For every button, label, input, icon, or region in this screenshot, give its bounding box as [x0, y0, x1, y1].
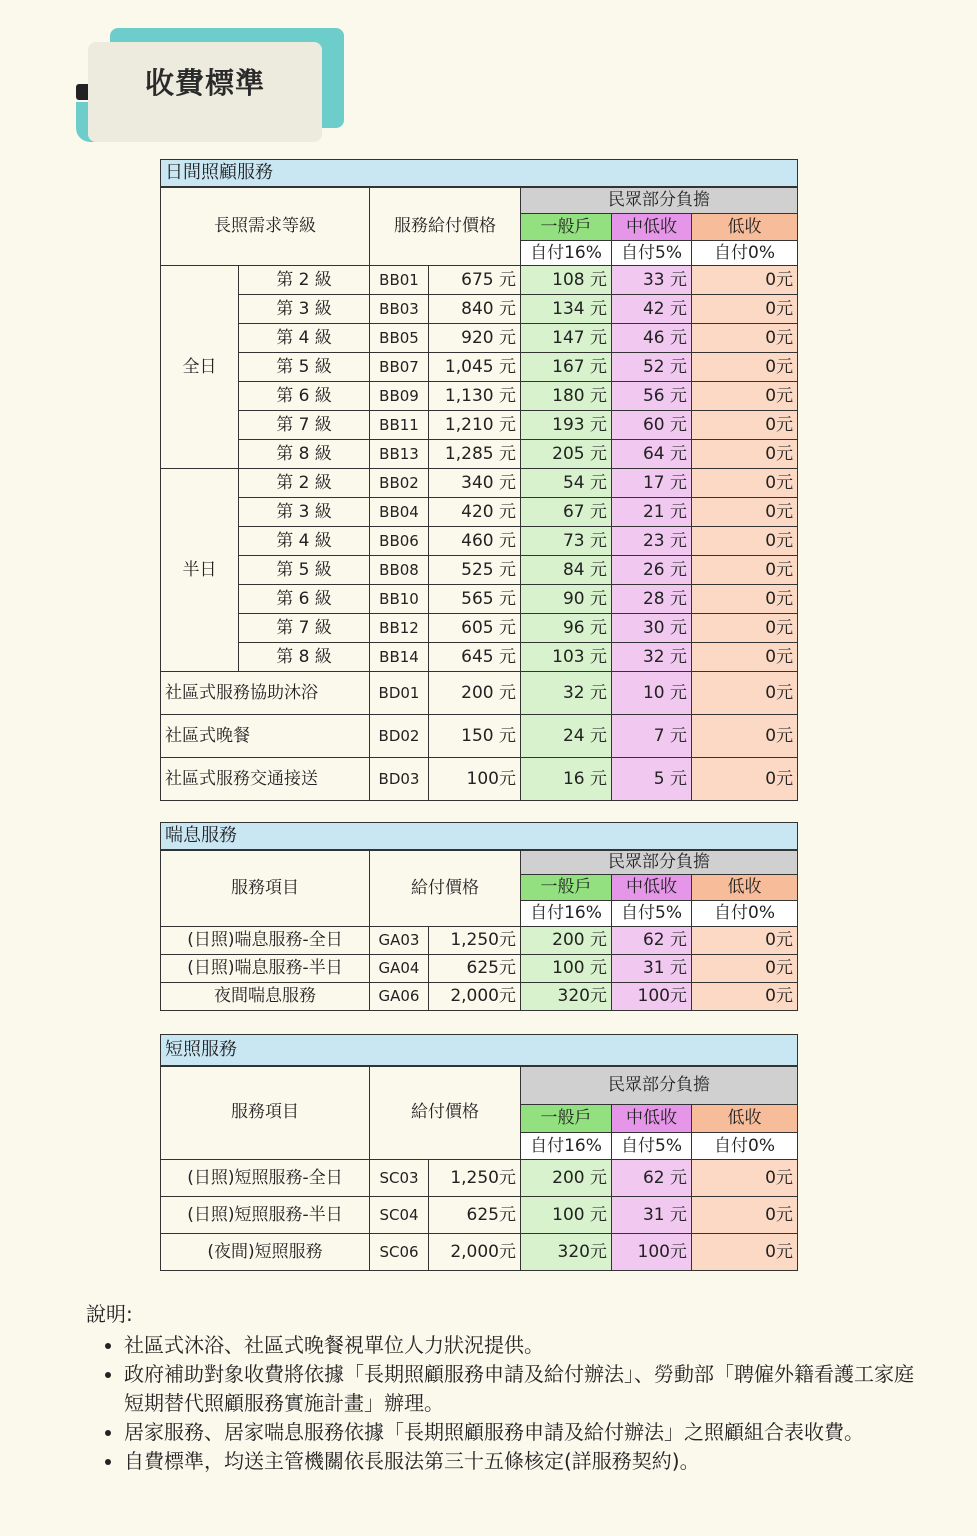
table-row — [161, 672, 798, 715]
general-header: 一般戶 — [521, 1105, 612, 1133]
table-row — [161, 715, 798, 758]
service-code-cell: GA06 — [370, 983, 429, 1011]
general-copay-cell: 73 元 — [521, 527, 612, 556]
note-item: • 居家服務、居家喘息服務依據「長期照顧服務申請及給付辦法」之照顧組合表收費。 — [124, 1418, 926, 1447]
general-copay-cell: 100 元 — [521, 955, 612, 983]
midlow-copay-cell: 5 元 — [612, 758, 692, 801]
service-name-cell: (夜間)短照服務 — [161, 1234, 370, 1271]
low-copay-cell: 0元 — [692, 1160, 798, 1197]
level-cell: 第 5 級 — [239, 556, 370, 585]
table-row — [161, 955, 798, 983]
col-header-price: 服務給付價格 — [370, 187, 521, 266]
low-copay-cell: 0元 — [692, 498, 798, 527]
level-cell: 第 4 級 — [239, 527, 370, 556]
burden-header: 民眾部分負擔 — [521, 187, 798, 214]
midlow-copay-cell: 100元 — [612, 1234, 692, 1271]
service-code-cell: SC04 — [370, 1197, 429, 1234]
price-cell: 1,250元 — [429, 1160, 521, 1197]
midlow-copay-cell: 28 元 — [612, 585, 692, 614]
low-copay-cell: 0元 — [692, 527, 798, 556]
service-code-cell: BB09 — [370, 382, 429, 411]
price-cell: 605 元 — [429, 614, 521, 643]
price-cell: 100元 — [429, 758, 521, 801]
midlow-pct: 自付5% — [612, 1133, 692, 1160]
service-code-cell: BB01 — [370, 266, 429, 295]
table-row — [161, 324, 798, 353]
service-code-cell: BB12 — [370, 614, 429, 643]
midlow-copay-cell: 32 元 — [612, 643, 692, 672]
midlow-copay-cell: 23 元 — [612, 527, 692, 556]
low-copay-cell: 0元 — [692, 1234, 798, 1271]
low-copay-cell: 0元 — [692, 1197, 798, 1234]
col-header-item: 服務項目 — [161, 1066, 370, 1160]
general-pct: 自付16% — [521, 1133, 612, 1160]
service-code-cell: BB02 — [370, 469, 429, 498]
midlow-copay-cell: 64 元 — [612, 440, 692, 469]
general-pct: 自付16% — [521, 241, 612, 266]
level-cell: 第 2 級 — [239, 469, 370, 498]
service-code-cell: GA03 — [370, 927, 429, 955]
note-item: • 社區式沐浴、社區式晚餐視單位人力狀況提供。 — [124, 1331, 926, 1360]
level-cell: 第 3 級 — [239, 498, 370, 527]
low-copay-cell: 0元 — [692, 927, 798, 955]
burden-header: 民眾部分負擔 — [521, 850, 798, 875]
low-copay-cell: 0元 — [692, 643, 798, 672]
price-cell: 625元 — [429, 1197, 521, 1234]
service-code-cell: BB11 — [370, 411, 429, 440]
table-row — [161, 983, 798, 1011]
general-copay-cell: 320元 — [521, 1234, 612, 1271]
table-row — [161, 927, 798, 955]
midlow-copay-cell: 33 元 — [612, 266, 692, 295]
low-copay-cell: 0元 — [692, 614, 798, 643]
service-name-cell: 社區式服務交通接送 — [161, 758, 370, 801]
midlow-copay-cell: 7 元 — [612, 715, 692, 758]
general-copay-cell: 103 元 — [521, 643, 612, 672]
general-header: 一般戶 — [521, 875, 612, 901]
col-header-price: 給付價格 — [370, 1066, 521, 1160]
general-copay-cell: 180 元 — [521, 382, 612, 411]
midlow-pct: 自付5% — [612, 241, 692, 266]
notes-section — [86, 1300, 926, 1476]
table-row — [161, 498, 798, 527]
midlow-copay-cell: 100元 — [612, 983, 692, 1011]
level-cell: 第 6 級 — [239, 382, 370, 411]
general-copay-cell: 16 元 — [521, 758, 612, 801]
col-header-price: 給付價格 — [370, 850, 521, 927]
midlow-header: 中低收 — [612, 214, 692, 241]
table-row — [161, 469, 798, 498]
col-header-level: 長照需求等級 — [161, 187, 370, 266]
col-header-item: 服務項目 — [161, 850, 370, 927]
general-copay-cell: 84 元 — [521, 556, 612, 585]
table-row — [161, 411, 798, 440]
service-code-cell: BB06 — [370, 527, 429, 556]
midlow-copay-cell: 30 元 — [612, 614, 692, 643]
general-copay-cell: 96 元 — [521, 614, 612, 643]
service-code-cell: BD02 — [370, 715, 429, 758]
price-cell: 150 元 — [429, 715, 521, 758]
low-copay-cell: 0元 — [692, 411, 798, 440]
table-row — [161, 1234, 798, 1271]
level-cell: 第 2 級 — [239, 266, 370, 295]
low-pct: 自付0% — [692, 901, 798, 927]
price-cell: 460 元 — [429, 527, 521, 556]
service-code-cell: BB07 — [370, 353, 429, 382]
low-copay-cell: 0元 — [692, 382, 798, 411]
level-cell: 第 5 級 — [239, 353, 370, 382]
level-cell: 第 4 級 — [239, 324, 370, 353]
service-name-cell: 夜間喘息服務 — [161, 983, 370, 1011]
table-row — [161, 1197, 798, 1234]
service-name-cell: (日照)喘息服務-全日 — [161, 927, 370, 955]
notes-list — [86, 1331, 926, 1476]
midlow-header: 中低收 — [612, 1105, 692, 1133]
table-row — [161, 556, 798, 585]
general-header: 一般戶 — [521, 214, 612, 241]
service-code-cell: BB08 — [370, 556, 429, 585]
service-code-cell: BD01 — [370, 672, 429, 715]
service-code-cell: SC06 — [370, 1234, 429, 1271]
page-title-badge — [76, 28, 344, 144]
low-pct: 自付0% — [692, 1133, 798, 1160]
midlow-copay-cell: 46 元 — [612, 324, 692, 353]
service-name-cell: (日照)喘息服務-半日 — [161, 955, 370, 983]
price-cell: 1,045 元 — [429, 353, 521, 382]
general-copay-cell: 134 元 — [521, 295, 612, 324]
low-copay-cell: 0元 — [692, 440, 798, 469]
price-cell: 840 元 — [429, 295, 521, 324]
price-cell: 1,285 元 — [429, 440, 521, 469]
price-cell: 565 元 — [429, 585, 521, 614]
low-copay-cell: 0元 — [692, 324, 798, 353]
price-cell: 340 元 — [429, 469, 521, 498]
midlow-copay-cell: 10 元 — [612, 672, 692, 715]
general-copay-cell: 32 元 — [521, 672, 612, 715]
price-cell: 2,000元 — [429, 983, 521, 1011]
level-cell: 第 8 級 — [239, 440, 370, 469]
price-cell: 675 元 — [429, 266, 521, 295]
service-code-cell: BB14 — [370, 643, 429, 672]
table-row — [161, 614, 798, 643]
low-copay-cell: 0元 — [692, 955, 798, 983]
low-copay-cell: 0元 — [692, 983, 798, 1011]
price-cell: 200 元 — [429, 672, 521, 715]
midlow-copay-cell: 56 元 — [612, 382, 692, 411]
general-copay-cell: 108 元 — [521, 266, 612, 295]
midlow-copay-cell: 42 元 — [612, 295, 692, 324]
low-copay-cell: 0元 — [692, 758, 798, 801]
general-copay-cell: 54 元 — [521, 469, 612, 498]
price-cell: 920 元 — [429, 324, 521, 353]
general-copay-cell: 24 元 — [521, 715, 612, 758]
general-copay-cell: 67 元 — [521, 498, 612, 527]
table-row — [161, 382, 798, 411]
table-row — [161, 266, 798, 295]
note-item: • 政府補助對象收費將依據「長期照顧服務申請及給付辦法」、勞動部「聘僱外籍看護工家庭短期替代照顧服務實施計畫」辦理。 — [124, 1360, 926, 1418]
low-copay-cell: 0元 — [692, 295, 798, 324]
general-copay-cell: 205 元 — [521, 440, 612, 469]
low-header: 低收 — [692, 1105, 798, 1133]
level-cell: 第 8 級 — [239, 643, 370, 672]
section-title: 喘息服務 — [161, 823, 798, 850]
table-row — [161, 295, 798, 324]
low-copay-cell: 0元 — [692, 556, 798, 585]
note-item: • 自費標準，均送主管機關依長服法第三十五條核定(詳服務契約)。 — [124, 1447, 926, 1476]
midlow-header: 中低收 — [612, 875, 692, 901]
service-name-cell: (日照)短照服務-全日 — [161, 1160, 370, 1197]
midlow-copay-cell: 31 元 — [612, 955, 692, 983]
service-code-cell: BB03 — [370, 295, 429, 324]
midlow-copay-cell: 52 元 — [612, 353, 692, 382]
level-cell: 第 3 級 — [239, 295, 370, 324]
price-cell: 525 元 — [429, 556, 521, 585]
midlow-copay-cell: 62 元 — [612, 927, 692, 955]
service-code-cell: BD03 — [370, 758, 429, 801]
price-cell: 1,250元 — [429, 927, 521, 955]
price-cell: 1,210 元 — [429, 411, 521, 440]
general-copay-cell: 147 元 — [521, 324, 612, 353]
section-title: 日間照顧服務 — [161, 160, 798, 187]
general-copay-cell: 100 元 — [521, 1197, 612, 1234]
price-cell: 645 元 — [429, 643, 521, 672]
service-code-cell: BB13 — [370, 440, 429, 469]
table-row — [161, 585, 798, 614]
general-copay-cell: 200 元 — [521, 1160, 612, 1197]
section-title: 短照服務 — [161, 1035, 798, 1066]
midlow-copay-cell: 62 元 — [612, 1160, 692, 1197]
service-name-cell: 社區式服務協助沐浴 — [161, 672, 370, 715]
midlow-pct: 自付5% — [612, 901, 692, 927]
general-copay-cell: 90 元 — [521, 585, 612, 614]
day-type-label: 半日 — [161, 469, 239, 672]
general-pct: 自付16% — [521, 901, 612, 927]
midlow-copay-cell: 17 元 — [612, 469, 692, 498]
service-code-cell: SC03 — [370, 1160, 429, 1197]
low-copay-cell: 0元 — [692, 585, 798, 614]
low-copay-cell: 0元 — [692, 715, 798, 758]
shortstay-fee-table — [160, 1034, 798, 1271]
midlow-copay-cell: 26 元 — [612, 556, 692, 585]
low-copay-cell: 0元 — [692, 353, 798, 382]
general-copay-cell: 193 元 — [521, 411, 612, 440]
midlow-copay-cell: 21 元 — [612, 498, 692, 527]
level-cell: 第 6 級 — [239, 585, 370, 614]
price-cell: 625元 — [429, 955, 521, 983]
general-copay-cell: 200 元 — [521, 927, 612, 955]
midlow-copay-cell: 31 元 — [612, 1197, 692, 1234]
respite-fee-table — [160, 822, 798, 1011]
table-row — [161, 758, 798, 801]
service-code-cell: BB10 — [370, 585, 429, 614]
table-row — [161, 440, 798, 469]
low-header: 低收 — [692, 214, 798, 241]
low-copay-cell: 0元 — [692, 469, 798, 498]
service-code-cell: BB05 — [370, 324, 429, 353]
midlow-copay-cell: 60 元 — [612, 411, 692, 440]
low-copay-cell: 0元 — [692, 672, 798, 715]
price-cell: 2,000元 — [429, 1234, 521, 1271]
page-title: 收費標準 — [144, 65, 265, 100]
table-row — [161, 527, 798, 556]
price-cell: 420 元 — [429, 498, 521, 527]
service-code-cell: GA04 — [370, 955, 429, 983]
notes-title: 說明: — [86, 1302, 133, 1326]
table-row — [161, 353, 798, 382]
burden-header: 民眾部分負擔 — [521, 1066, 798, 1105]
general-copay-cell: 320元 — [521, 983, 612, 1011]
level-cell: 第 7 級 — [239, 411, 370, 440]
level-cell: 第 7 級 — [239, 614, 370, 643]
daycare-fee-table — [160, 159, 798, 801]
low-copay-cell: 0元 — [692, 266, 798, 295]
service-name-cell: (日照)短照服務-半日 — [161, 1197, 370, 1234]
table-row — [161, 1160, 798, 1197]
general-copay-cell: 167 元 — [521, 353, 612, 382]
low-header: 低收 — [692, 875, 798, 901]
low-pct: 自付0% — [692, 241, 798, 266]
price-cell: 1,130 元 — [429, 382, 521, 411]
service-name-cell: 社區式晚餐 — [161, 715, 370, 758]
service-code-cell: BB04 — [370, 498, 429, 527]
table-row — [161, 643, 798, 672]
day-type-label: 全日 — [161, 266, 239, 469]
